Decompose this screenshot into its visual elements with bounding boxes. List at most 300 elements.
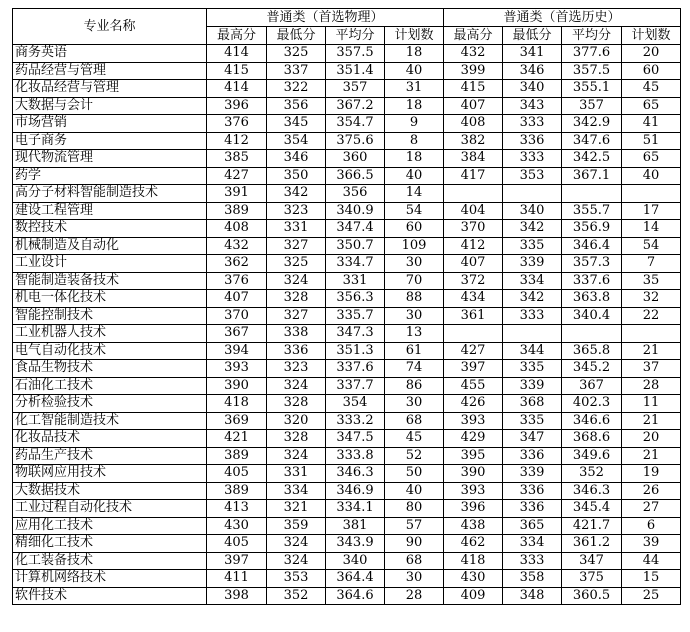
cell-physics-avg: 354.7 bbox=[326, 115, 385, 133]
table-row bbox=[13, 45, 681, 63]
cell-history-avg: 345.2 bbox=[562, 360, 622, 378]
cell-physics-plan: 9 bbox=[385, 115, 444, 133]
table-row bbox=[13, 255, 681, 273]
cell-physics-max: 414 bbox=[207, 45, 267, 63]
table-row bbox=[13, 377, 681, 395]
cell-history-min: 336 bbox=[503, 500, 562, 518]
cell-history-avg: 368.6 bbox=[562, 430, 622, 448]
cell-major-name: 化工智能制造技术 bbox=[13, 412, 207, 430]
table-row bbox=[13, 290, 681, 308]
cell-physics-max: 413 bbox=[207, 500, 267, 518]
cell-history-plan: 20 bbox=[622, 430, 681, 448]
cell-history-avg: 356.9 bbox=[562, 220, 622, 238]
cell-history-max: 415 bbox=[444, 80, 503, 98]
cell-physics-plan: 90 bbox=[385, 535, 444, 553]
cell-physics-min: 331 bbox=[267, 465, 326, 483]
cell-physics-min: 346 bbox=[267, 150, 326, 168]
cell-major-name: 建设工程管理 bbox=[13, 202, 207, 220]
cell-history-min: 333 bbox=[503, 552, 562, 570]
table-row bbox=[13, 552, 681, 570]
cell-history-max: 390 bbox=[444, 465, 503, 483]
cell-history-plan: 27 bbox=[622, 500, 681, 518]
cell-history-max: 393 bbox=[444, 482, 503, 500]
cell-major-name: 药学 bbox=[13, 167, 207, 185]
cell-major-name: 物联网应用技术 bbox=[13, 465, 207, 483]
cell-history-avg: 342.9 bbox=[562, 115, 622, 133]
cell-major-name: 数控技术 bbox=[13, 220, 207, 238]
cell-physics-max: 415 bbox=[207, 62, 267, 80]
cell-physics-plan: 40 bbox=[385, 167, 444, 185]
cell-history-plan: 20 bbox=[622, 45, 681, 63]
cell-physics-plan: 70 bbox=[385, 272, 444, 290]
cell-physics-avg: 351.3 bbox=[326, 342, 385, 360]
cell-history-avg: 340.4 bbox=[562, 307, 622, 325]
cell-major-name: 大数据技术 bbox=[13, 482, 207, 500]
cell-major-name: 智能控制技术 bbox=[13, 307, 207, 325]
cell-history-max: 384 bbox=[444, 150, 503, 168]
cell-history-max: 370 bbox=[444, 220, 503, 238]
cell-history-plan: 28 bbox=[622, 377, 681, 395]
cell-history-max: 393 bbox=[444, 412, 503, 430]
cell-major-name: 市场营销 bbox=[13, 115, 207, 133]
cell-history-plan: 45 bbox=[622, 80, 681, 98]
cell-physics-max: 398 bbox=[207, 587, 267, 605]
cell-history-max: 382 bbox=[444, 132, 503, 150]
cell-physics-avg: 333.2 bbox=[326, 412, 385, 430]
cell-history-avg: 346.6 bbox=[562, 412, 622, 430]
cell-major-name: 食品生物技术 bbox=[13, 360, 207, 378]
cell-major-name: 计算机网络技术 bbox=[13, 570, 207, 588]
cell-history-avg: 357.5 bbox=[562, 62, 622, 80]
cell-major-name: 软件技术 bbox=[13, 587, 207, 605]
cell-major-name: 电子商务 bbox=[13, 132, 207, 150]
cell-physics-plan: 30 bbox=[385, 307, 444, 325]
cell-history-avg: 342.5 bbox=[562, 150, 622, 168]
cell-history-avg: 367.1 bbox=[562, 167, 622, 185]
cell-physics-min: 338 bbox=[267, 325, 326, 343]
cell-history-min: 365 bbox=[503, 517, 562, 535]
cell-history-plan: 21 bbox=[622, 342, 681, 360]
cell-history-plan: 21 bbox=[622, 447, 681, 465]
cell-physics-max: 412 bbox=[207, 132, 267, 150]
cell-physics-min: 359 bbox=[267, 517, 326, 535]
cell-history-plan: 51 bbox=[622, 132, 681, 150]
cell-physics-min: 328 bbox=[267, 395, 326, 413]
cell-physics-avg: 346.9 bbox=[326, 482, 385, 500]
cell-physics-max: 390 bbox=[207, 377, 267, 395]
cell-physics-plan: 57 bbox=[385, 517, 444, 535]
cell-history-min: 334 bbox=[503, 272, 562, 290]
cell-history-plan: 39 bbox=[622, 535, 681, 553]
cell-history-min: 340 bbox=[503, 202, 562, 220]
cell-physics-min: 356 bbox=[267, 97, 326, 115]
cell-history-max: 462 bbox=[444, 535, 503, 553]
cell-history-min bbox=[503, 185, 562, 203]
cell-physics-plan: 8 bbox=[385, 132, 444, 150]
cell-history-plan bbox=[622, 185, 681, 203]
header-group-physics: 普通类（首选物理） bbox=[207, 9, 444, 27]
cell-physics-min: 324 bbox=[267, 272, 326, 290]
cell-major-name: 现代物流管理 bbox=[13, 150, 207, 168]
header-physics-max: 最高分 bbox=[207, 27, 267, 45]
cell-physics-avg: 333.8 bbox=[326, 447, 385, 465]
cell-physics-min: 324 bbox=[267, 535, 326, 553]
cell-physics-plan: 68 bbox=[385, 412, 444, 430]
cell-physics-min: 324 bbox=[267, 447, 326, 465]
header-physics-min: 最低分 bbox=[267, 27, 326, 45]
cell-physics-max: 391 bbox=[207, 185, 267, 203]
cell-physics-plan: 109 bbox=[385, 237, 444, 255]
cell-history-max: 432 bbox=[444, 45, 503, 63]
cell-physics-plan: 18 bbox=[385, 150, 444, 168]
cell-physics-min: 323 bbox=[267, 360, 326, 378]
cell-history-avg bbox=[562, 325, 622, 343]
cell-history-plan: 14 bbox=[622, 220, 681, 238]
cell-physics-min: 324 bbox=[267, 377, 326, 395]
table-row bbox=[13, 185, 681, 203]
cell-physics-min: 331 bbox=[267, 220, 326, 238]
cell-physics-avg: 331 bbox=[326, 272, 385, 290]
cell-physics-min: 353 bbox=[267, 570, 326, 588]
cell-history-plan: 65 bbox=[622, 97, 681, 115]
cell-major-name: 工业过程自动化技术 bbox=[13, 500, 207, 518]
cell-physics-max: 389 bbox=[207, 482, 267, 500]
cell-history-plan: 65 bbox=[622, 150, 681, 168]
cell-major-name: 机械制造及自动化 bbox=[13, 237, 207, 255]
cell-history-avg: 421.7 bbox=[562, 517, 622, 535]
cell-history-min: 339 bbox=[503, 377, 562, 395]
cell-physics-plan: 40 bbox=[385, 482, 444, 500]
cell-history-avg: 402.3 bbox=[562, 395, 622, 413]
cell-history-avg: 363.8 bbox=[562, 290, 622, 308]
cell-history-max: 438 bbox=[444, 517, 503, 535]
cell-physics-max: 369 bbox=[207, 412, 267, 430]
cell-physics-plan: 18 bbox=[385, 45, 444, 63]
cell-history-min: 341 bbox=[503, 45, 562, 63]
cell-history-plan: 19 bbox=[622, 465, 681, 483]
cell-physics-avg: 334.7 bbox=[326, 255, 385, 273]
cell-physics-max: 414 bbox=[207, 80, 267, 98]
cell-physics-min: 327 bbox=[267, 237, 326, 255]
cell-history-min: 339 bbox=[503, 465, 562, 483]
cell-history-avg: 355.1 bbox=[562, 80, 622, 98]
table-row bbox=[13, 62, 681, 80]
cell-physics-avg: 335.7 bbox=[326, 307, 385, 325]
table-row bbox=[13, 395, 681, 413]
cell-physics-min: 322 bbox=[267, 80, 326, 98]
cell-physics-max: 405 bbox=[207, 535, 267, 553]
cell-physics-avg: 367.2 bbox=[326, 97, 385, 115]
cell-physics-plan: 30 bbox=[385, 395, 444, 413]
cell-major-name: 药品生产技术 bbox=[13, 447, 207, 465]
cell-history-min: 347 bbox=[503, 430, 562, 448]
cell-history-plan bbox=[622, 325, 681, 343]
header-history-plan: 计划数 bbox=[622, 27, 681, 45]
cell-physics-avg: 357 bbox=[326, 80, 385, 98]
cell-physics-min: 337 bbox=[267, 62, 326, 80]
cell-history-min: 333 bbox=[503, 115, 562, 133]
table-row bbox=[13, 360, 681, 378]
cell-history-plan: 21 bbox=[622, 412, 681, 430]
table-row bbox=[13, 587, 681, 605]
cell-physics-max: 376 bbox=[207, 115, 267, 133]
cell-physics-max: 408 bbox=[207, 220, 267, 238]
table-row bbox=[13, 447, 681, 465]
table-row bbox=[13, 500, 681, 518]
cell-major-name: 化工装备技术 bbox=[13, 552, 207, 570]
cell-physics-plan: 50 bbox=[385, 465, 444, 483]
cell-physics-max: 411 bbox=[207, 570, 267, 588]
cell-major-name: 应用化工技术 bbox=[13, 517, 207, 535]
cell-physics-plan: 80 bbox=[385, 500, 444, 518]
cell-history-plan: 32 bbox=[622, 290, 681, 308]
table-row bbox=[13, 132, 681, 150]
cell-history-max: 417 bbox=[444, 167, 503, 185]
cell-physics-avg: 381 bbox=[326, 517, 385, 535]
cell-history-min: 340 bbox=[503, 80, 562, 98]
cell-history-avg: 355.7 bbox=[562, 202, 622, 220]
cell-history-plan: 15 bbox=[622, 570, 681, 588]
table-row bbox=[13, 482, 681, 500]
cell-physics-plan: 30 bbox=[385, 255, 444, 273]
cell-history-max: 407 bbox=[444, 255, 503, 273]
table-row bbox=[13, 570, 681, 588]
table-row bbox=[13, 80, 681, 98]
cell-history-plan: 40 bbox=[622, 167, 681, 185]
cell-physics-avg: 364.6 bbox=[326, 587, 385, 605]
cell-major-name: 分析检验技术 bbox=[13, 395, 207, 413]
cell-history-plan: 37 bbox=[622, 360, 681, 378]
cell-physics-max: 427 bbox=[207, 167, 267, 185]
cell-history-min: 336 bbox=[503, 482, 562, 500]
cell-history-min: 343 bbox=[503, 97, 562, 115]
cell-history-max bbox=[444, 325, 503, 343]
cell-physics-plan: 28 bbox=[385, 587, 444, 605]
cell-physics-avg: 357.5 bbox=[326, 45, 385, 63]
cell-physics-avg: 350.7 bbox=[326, 237, 385, 255]
cell-physics-min: 325 bbox=[267, 45, 326, 63]
cell-history-max: 434 bbox=[444, 290, 503, 308]
cell-history-avg: 375 bbox=[562, 570, 622, 588]
cell-major-name: 机电一体化技术 bbox=[13, 290, 207, 308]
cell-physics-min: 336 bbox=[267, 342, 326, 360]
cell-history-avg: 360.5 bbox=[562, 587, 622, 605]
cell-history-max: 407 bbox=[444, 97, 503, 115]
score-table bbox=[12, 8, 681, 605]
cell-history-avg bbox=[562, 185, 622, 203]
cell-physics-max: 367 bbox=[207, 325, 267, 343]
cell-history-avg: 361.2 bbox=[562, 535, 622, 553]
cell-physics-avg: 334.1 bbox=[326, 500, 385, 518]
cell-history-max: 397 bbox=[444, 360, 503, 378]
cell-history-min: 335 bbox=[503, 360, 562, 378]
cell-history-avg: 357 bbox=[562, 97, 622, 115]
cell-history-max: 404 bbox=[444, 202, 503, 220]
cell-history-plan: 60 bbox=[622, 62, 681, 80]
table-row bbox=[13, 342, 681, 360]
cell-physics-avg: 356 bbox=[326, 185, 385, 203]
cell-physics-plan: 13 bbox=[385, 325, 444, 343]
cell-history-avg: 347 bbox=[562, 552, 622, 570]
cell-physics-plan: 14 bbox=[385, 185, 444, 203]
cell-history-max: 455 bbox=[444, 377, 503, 395]
cell-physics-min: 325 bbox=[267, 255, 326, 273]
cell-physics-plan: 31 bbox=[385, 80, 444, 98]
cell-physics-max: 396 bbox=[207, 97, 267, 115]
cell-major-name: 电气自动化技术 bbox=[13, 342, 207, 360]
header-physics-plan: 计划数 bbox=[385, 27, 444, 45]
cell-physics-avg: 364.4 bbox=[326, 570, 385, 588]
cell-physics-max: 407 bbox=[207, 290, 267, 308]
table-row bbox=[13, 325, 681, 343]
cell-history-min bbox=[503, 325, 562, 343]
cell-major-name: 智能制造装备技术 bbox=[13, 272, 207, 290]
cell-history-min: 336 bbox=[503, 132, 562, 150]
cell-physics-avg: 343.9 bbox=[326, 535, 385, 553]
cell-physics-plan: 40 bbox=[385, 62, 444, 80]
cell-physics-avg: 347.4 bbox=[326, 220, 385, 238]
cell-history-plan: 41 bbox=[622, 115, 681, 133]
cell-history-plan: 17 bbox=[622, 202, 681, 220]
cell-history-max: 426 bbox=[444, 395, 503, 413]
cell-history-max: 427 bbox=[444, 342, 503, 360]
cell-history-min: 358 bbox=[503, 570, 562, 588]
table-row bbox=[13, 465, 681, 483]
cell-physics-max: 362 bbox=[207, 255, 267, 273]
cell-physics-plan: 52 bbox=[385, 447, 444, 465]
cell-major-name: 石油化工技术 bbox=[13, 377, 207, 395]
table-row bbox=[13, 412, 681, 430]
cell-physics-max: 405 bbox=[207, 465, 267, 483]
cell-history-avg: 349.6 bbox=[562, 447, 622, 465]
cell-physics-min: 345 bbox=[267, 115, 326, 133]
cell-history-plan: 7 bbox=[622, 255, 681, 273]
cell-major-name: 化妆品技术 bbox=[13, 430, 207, 448]
header-history-avg: 平均分 bbox=[562, 27, 622, 45]
cell-physics-avg: 375.6 bbox=[326, 132, 385, 150]
cell-physics-min: 350 bbox=[267, 167, 326, 185]
cell-history-min: 344 bbox=[503, 342, 562, 360]
cell-physics-plan: 60 bbox=[385, 220, 444, 238]
table-row bbox=[13, 97, 681, 115]
cell-major-name: 高分子材料智能制造技术 bbox=[13, 185, 207, 203]
cell-physics-max: 397 bbox=[207, 552, 267, 570]
cell-history-min: 334 bbox=[503, 535, 562, 553]
cell-major-name: 工业设计 bbox=[13, 255, 207, 273]
table-row bbox=[13, 430, 681, 448]
cell-history-plan: 6 bbox=[622, 517, 681, 535]
cell-physics-max: 389 bbox=[207, 202, 267, 220]
score-table-container bbox=[12, 8, 681, 605]
cell-physics-min: 342 bbox=[267, 185, 326, 203]
table-row bbox=[13, 535, 681, 553]
cell-physics-max: 385 bbox=[207, 150, 267, 168]
cell-major-name: 精细化工技术 bbox=[13, 535, 207, 553]
cell-history-max: 395 bbox=[444, 447, 503, 465]
cell-history-avg: 367 bbox=[562, 377, 622, 395]
cell-physics-max: 432 bbox=[207, 237, 267, 255]
cell-physics-min: 327 bbox=[267, 307, 326, 325]
table-row bbox=[13, 202, 681, 220]
cell-history-min: 335 bbox=[503, 237, 562, 255]
cell-history-min: 333 bbox=[503, 307, 562, 325]
cell-history-max: 396 bbox=[444, 500, 503, 518]
header-history-max: 最高分 bbox=[444, 27, 503, 45]
cell-physics-plan: 74 bbox=[385, 360, 444, 378]
cell-history-min: 339 bbox=[503, 255, 562, 273]
cell-history-min: 348 bbox=[503, 587, 562, 605]
cell-major-name: 大数据与会计 bbox=[13, 97, 207, 115]
cell-physics-min: 324 bbox=[267, 552, 326, 570]
cell-physics-avg: 360 bbox=[326, 150, 385, 168]
table-row bbox=[13, 167, 681, 185]
header-history-min: 最低分 bbox=[503, 27, 562, 45]
cell-history-avg: 346.3 bbox=[562, 482, 622, 500]
cell-physics-plan: 88 bbox=[385, 290, 444, 308]
cell-history-min: 333 bbox=[503, 150, 562, 168]
cell-history-plan: 44 bbox=[622, 552, 681, 570]
table-row bbox=[13, 307, 681, 325]
cell-physics-max: 421 bbox=[207, 430, 267, 448]
cell-history-avg: 352 bbox=[562, 465, 622, 483]
cell-physics-plan: 68 bbox=[385, 552, 444, 570]
cell-physics-max: 418 bbox=[207, 395, 267, 413]
cell-physics-plan: 45 bbox=[385, 430, 444, 448]
cell-physics-avg: 340 bbox=[326, 552, 385, 570]
table-row bbox=[13, 220, 681, 238]
cell-physics-max: 370 bbox=[207, 307, 267, 325]
cell-physics-avg: 356.3 bbox=[326, 290, 385, 308]
cell-major-name: 化妆品经营与管理 bbox=[13, 80, 207, 98]
cell-physics-avg: 340.9 bbox=[326, 202, 385, 220]
cell-major-name: 药品经营与管理 bbox=[13, 62, 207, 80]
cell-history-max: 408 bbox=[444, 115, 503, 133]
cell-physics-min: 334 bbox=[267, 482, 326, 500]
cell-physics-plan: 54 bbox=[385, 202, 444, 220]
header-physics-avg: 平均分 bbox=[326, 27, 385, 45]
cell-physics-max: 376 bbox=[207, 272, 267, 290]
cell-physics-avg: 366.5 bbox=[326, 167, 385, 185]
cell-history-min: 353 bbox=[503, 167, 562, 185]
cell-history-max: 412 bbox=[444, 237, 503, 255]
cell-history-avg: 365.8 bbox=[562, 342, 622, 360]
cell-physics-max: 393 bbox=[207, 360, 267, 378]
cell-history-avg: 357.3 bbox=[562, 255, 622, 273]
cell-physics-plan: 86 bbox=[385, 377, 444, 395]
cell-physics-min: 328 bbox=[267, 290, 326, 308]
cell-physics-min: 321 bbox=[267, 500, 326, 518]
cell-major-name: 工业机器人技术 bbox=[13, 325, 207, 343]
cell-history-max: 409 bbox=[444, 587, 503, 605]
cell-history-min: 342 bbox=[503, 290, 562, 308]
cell-history-avg: 377.6 bbox=[562, 45, 622, 63]
cell-physics-max: 430 bbox=[207, 517, 267, 535]
cell-history-min: 335 bbox=[503, 412, 562, 430]
cell-history-avg: 345.4 bbox=[562, 500, 622, 518]
table-row bbox=[13, 237, 681, 255]
cell-history-min: 346 bbox=[503, 62, 562, 80]
table-row bbox=[13, 517, 681, 535]
cell-physics-avg: 347.3 bbox=[326, 325, 385, 343]
header-major-name: 专业名称 bbox=[13, 9, 207, 45]
cell-history-avg: 337.6 bbox=[562, 272, 622, 290]
cell-history-min: 336 bbox=[503, 447, 562, 465]
cell-history-max: 399 bbox=[444, 62, 503, 80]
cell-history-max: 429 bbox=[444, 430, 503, 448]
cell-history-max: 418 bbox=[444, 552, 503, 570]
cell-history-min: 368 bbox=[503, 395, 562, 413]
cell-history-max: 361 bbox=[444, 307, 503, 325]
